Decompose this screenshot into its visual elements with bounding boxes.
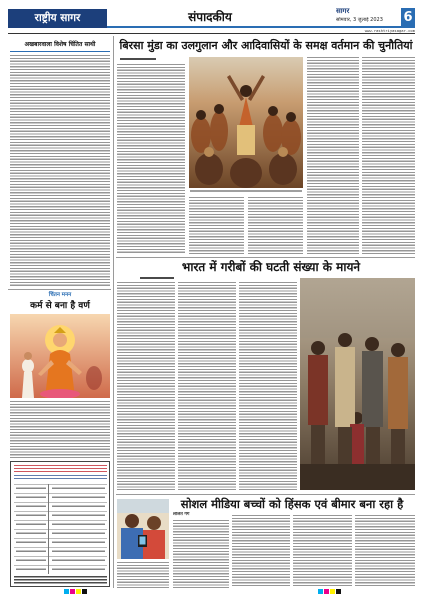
third-article-column-1 [117, 562, 169, 588]
left-heading-underline [10, 51, 110, 52]
registration-mark [82, 589, 87, 594]
third-article-column-3 [232, 515, 290, 588]
birsa-munda-tribal-photo [189, 57, 303, 188]
imprint-header-lines [14, 465, 107, 474]
feature-body-text [10, 401, 110, 458]
masthead-underline [8, 33, 415, 34]
edition-city: सागर [336, 7, 350, 15]
imprint-table [14, 484, 107, 574]
third-article-column-2 [173, 520, 229, 588]
section-title: संपादकीय [188, 10, 232, 24]
lead-photo-caption [190, 190, 302, 192]
article-separator [116, 494, 415, 495]
lead-article-headline: बिरसा मुंडा का उलगुलान और आदिवासियों के समक्ष वर्तमान की चुनौतियां [119, 39, 413, 52]
registration-mark [330, 589, 335, 594]
registration-mark [64, 589, 69, 594]
imprint-subheader-lines [14, 475, 107, 481]
third-article-headline: सोशल मीडिया बच्चों को हिंसक एवं बीमार बना रहा है [180, 497, 404, 511]
children-social-media-photo [117, 499, 169, 559]
second-article-column-3 [239, 282, 297, 490]
issue-date: सोमवार, 3 जुलाई 2023 [336, 17, 383, 23]
registration-mark [336, 589, 341, 594]
karma-varna-illustration [10, 314, 110, 398]
second-article-column-1 [117, 282, 175, 490]
imprint-values [52, 484, 105, 574]
registration-mark [318, 589, 323, 594]
lead-article-column-1 [117, 64, 185, 254]
left-column-separator [8, 289, 111, 290]
page-number: 6 [401, 8, 415, 28]
registration-mark [324, 589, 329, 594]
feature-heading: कर्म से बना है वर्ण [30, 301, 90, 311]
left-column-heading: अखबारवाला विशेष चिंतित साथी [24, 41, 96, 48]
third-article-column-4 [293, 515, 352, 588]
paper-name: राष्ट्रीय सागर [8, 9, 107, 28]
website: www.rashtriyasagar.com [364, 28, 415, 33]
imprint-box [10, 461, 110, 587]
second-article-headline: भारत में गरीबों की घटती संख्या के मायने [181, 260, 361, 274]
article-separator [116, 257, 415, 258]
registration-mark [76, 589, 81, 594]
third-article-byline: ललित गर्ग [173, 512, 190, 517]
lead-article-column-5 [362, 57, 415, 254]
second-article-byline [140, 277, 174, 279]
imprint-footer-lines [14, 576, 107, 584]
third-article-column-5 [355, 515, 415, 588]
feature-label: चिंतन मनन [48, 292, 72, 298]
left-column-body-text [10, 55, 110, 286]
lead-article-column-3 [248, 197, 303, 254]
registration-mark [70, 589, 75, 594]
lead-article-byline [120, 58, 156, 60]
imprint-labels [16, 484, 46, 574]
lead-article-column-4 [307, 57, 359, 254]
column-divider [113, 36, 114, 588]
poverty-people-photo [300, 278, 415, 490]
second-article-column-2 [178, 282, 236, 490]
lead-article-column-2 [189, 197, 244, 254]
